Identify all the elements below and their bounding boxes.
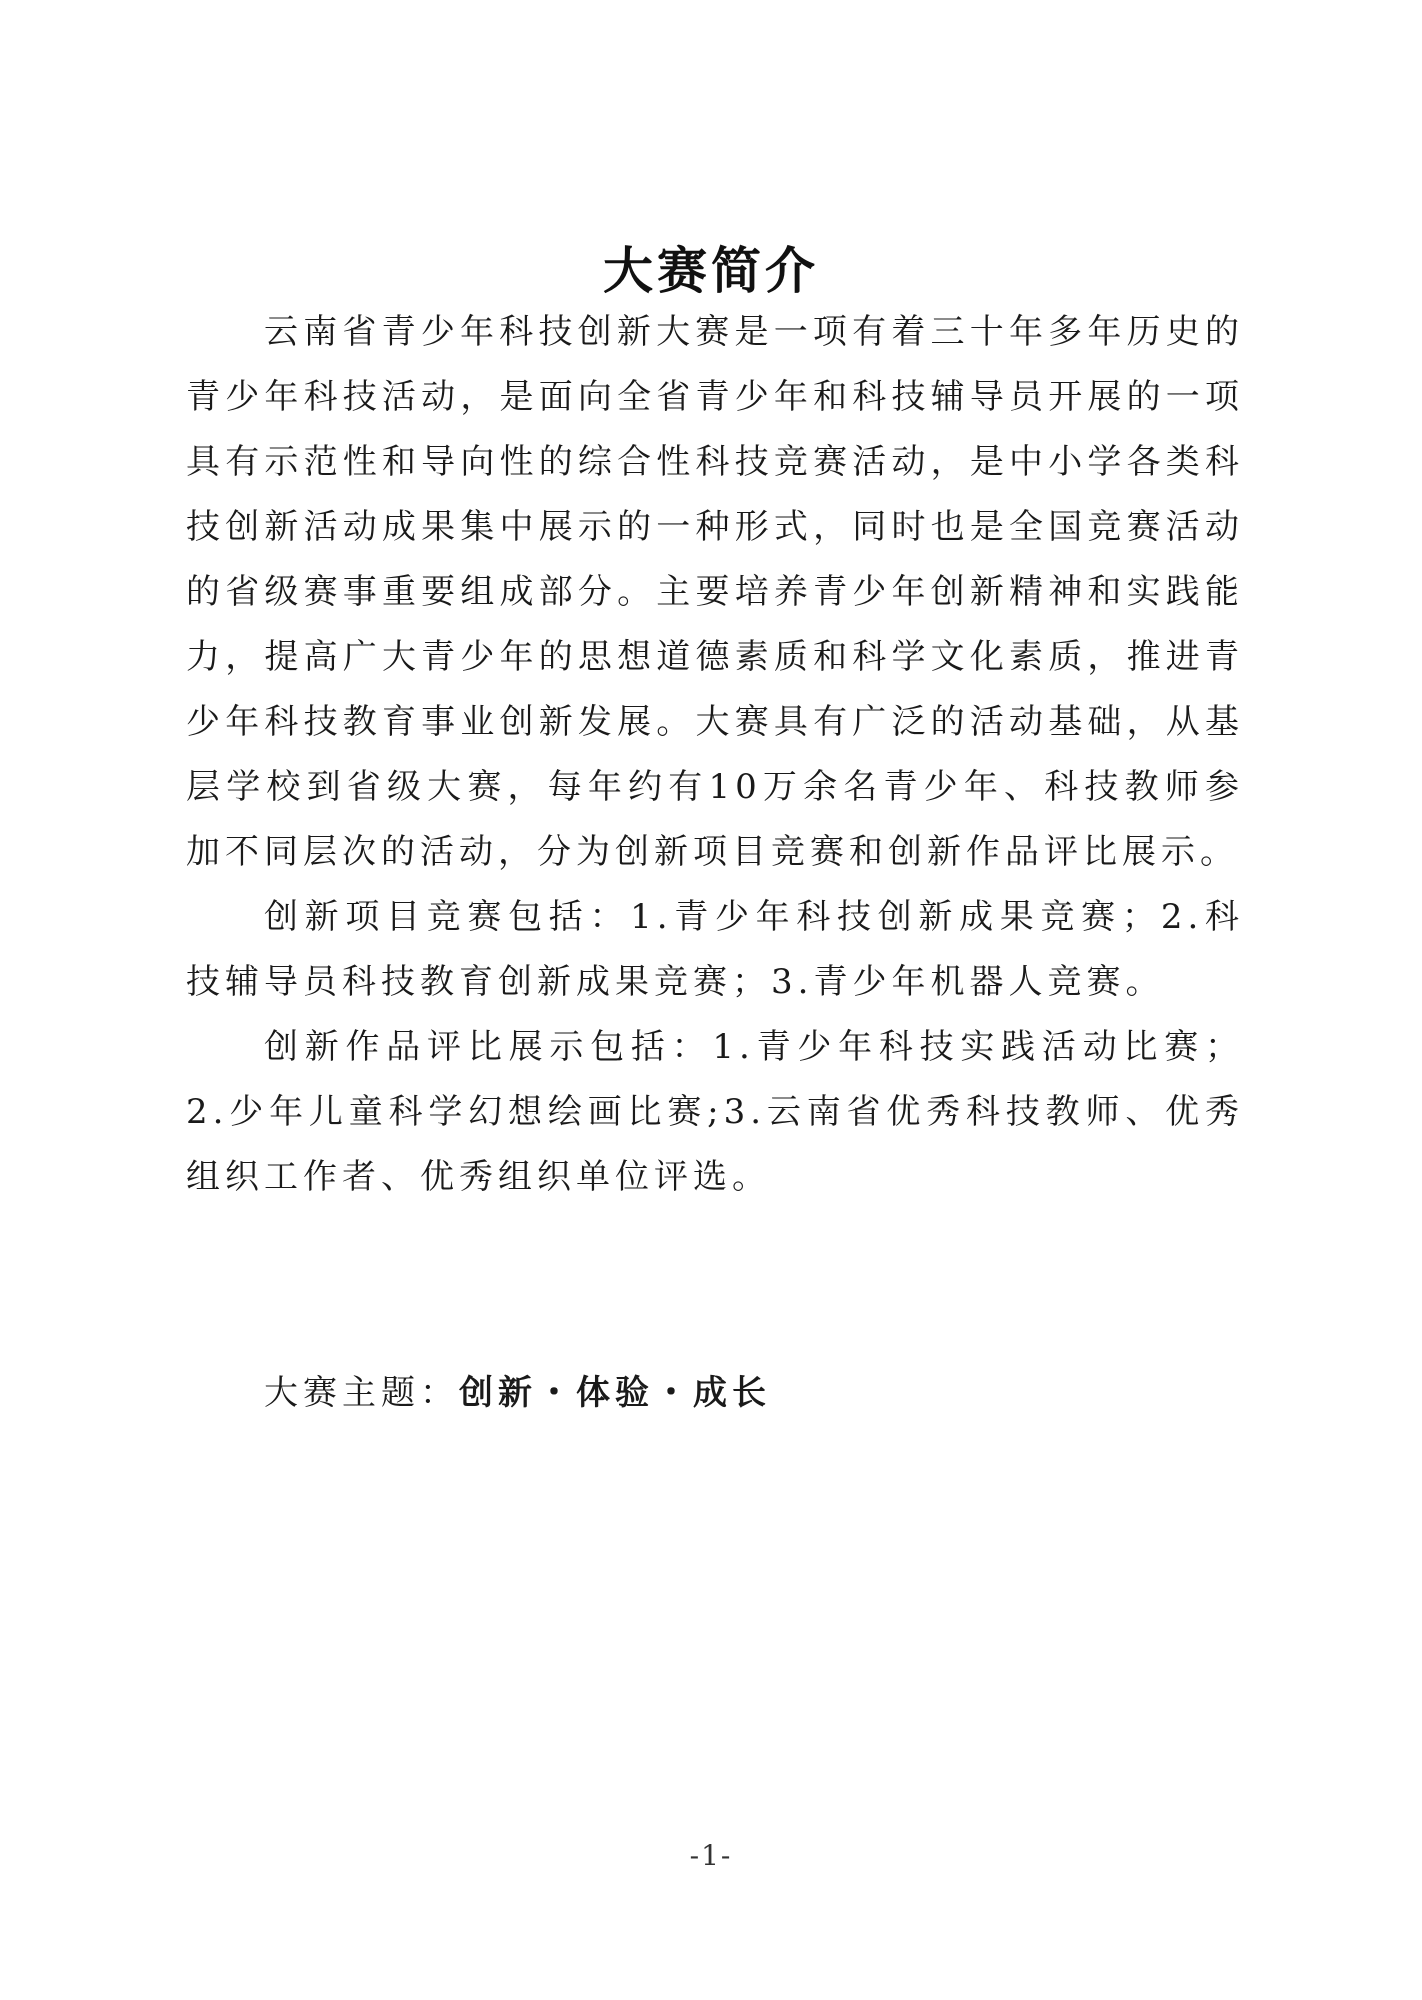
theme-value: 创新・体验・成长	[459, 1373, 771, 1413]
theme-label: 大赛主题：	[264, 1373, 459, 1413]
works-exhibition-paragraph: 创新作品评比展示包括：1.青少年科技实践活动比赛；2.少年儿童科学幻想绘画比赛;3.云南省优秀科技教师、优秀组织工作者、优秀组织单位评选。	[186, 1027, 1244, 1197]
project-competition-paragraph: 创新项目竞赛包括：1.青少年科技创新成果竞赛；2.科技辅导员科技教育创新成果竞赛；3.青少年机器人竞赛。	[186, 897, 1244, 1002]
competition-theme	[264, 1361, 771, 1426]
document-body	[186, 300, 1244, 1210]
document-title: 大赛简介	[603, 241, 819, 300]
page-number: -1-	[689, 1839, 733, 1872]
intro-paragraph: 云南省青少年科技创新大赛是一项有着三十年多年历史的青少年科技活动，是面向全省青少年和科技辅导员开展的一项具有示范性和导向性的综合性科技竞赛活动，是中小学各类科技创新活动成果集中展示的一种形式，同时也是全国竞赛活动的省级赛事重要组成部分。主要培养青少年创新精神和实践能力，提高广大青少年的思想道德素质和科学文化素质，推进青少年科技教育事业创新发展。大赛具有广泛的活动基础，从基层学校到省级大赛，每年约有10万余名青少年、科技教师参加不同层次的活动，分为创新项目竞赛和创新作品评比展示。	[186, 312, 1244, 872]
